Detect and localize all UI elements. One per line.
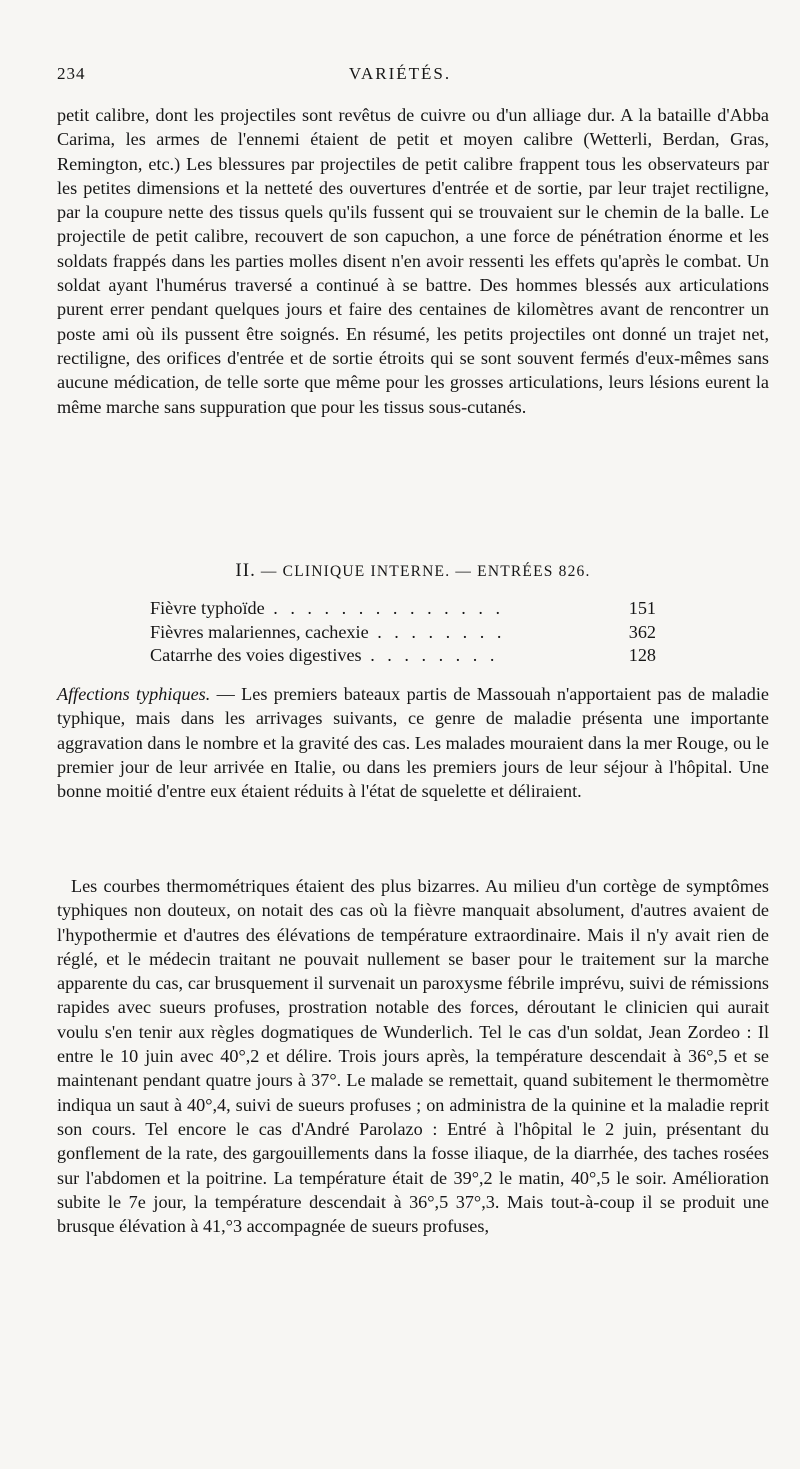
section-title: — CLINIQUE INTERNE. — ENTRÉES 826. xyxy=(260,563,591,580)
row-value: 151 xyxy=(628,598,656,618)
row-label: Fièvres malariennes, cachexie xyxy=(150,621,369,642)
page-number: 234 xyxy=(57,64,86,83)
running-title: VARIÉTÉS. xyxy=(348,64,452,83)
section-heading xyxy=(57,560,769,582)
row-label: Fièvre typhoïde xyxy=(150,598,265,618)
leader-dots: . . . . . . . . xyxy=(368,621,506,642)
leader-dots: . . . . . . . . xyxy=(361,645,499,665)
paragraph-wounds: petit calibre, dont les projectiles sont revêtus de cuivre ou d'un alliage dur. A la bataille d'Abba Carima, les armes de l'ennemi étaient de petit et moyen calibre (Wetterli, Berdan, Gras, Remington, etc.) Les blessures par projectiles de petit calibre frappent tous les observateurs par les petites dimensions et la netteté des ouvertures d'entrée et de sortie, par leur trajet rectiligne, par la coupure nette des tissus quels qu'ils fussent qui se trouvaient sur le chemin de la balle. Le projectile de petit calibre, recouvert de son capuchon, a une force de pénétration énorme et les soldats frappés dans les parties molles disent n'en avoir ressenti les effets qu'après le combat. Un soldat ayant l'humérus traversé a continué à se battre. Des hommes blessés aux articulations purent errer pendant quelques jours et faire des centaines de kilomètres avant de rencontrer un poste ami où ils pussent être soignés. En résumé, les petits projectiles ont donné un trajet net, rectiligne, des orifices d'entrée et de sortie étroits qui se sont souvent fermés d'eux-mêmes sans aucune médication, de telle sorte que même pour les grosses articulations, leurs lésions eurent la même marche sans suppuration que pour les tissus sous-cutanés. xyxy=(57,105,769,417)
paragraph-body: — Les premiers bateaux partis de Massouah n'apportaient pas de maladie typhique, mais dans les arrivages suivants, ce genre de maladie présenta une importante aggravation dans le nombre et la gravité des cas. Les malades mouraient dans la mer Rouge, ou le premier jour de leur arrivée en Italie, ou dans les premiers jours de leur séjour à l'hôpital. Une bonne moitié d'entre eux étaient réduits à l'état de squelette et déliraient. xyxy=(57,684,770,802)
admissions-table xyxy=(150,597,656,668)
section-number: II. xyxy=(235,560,256,581)
table-row xyxy=(150,621,656,645)
paragraph-thermometric: Les courbes thermométriques étaient des plus bizarres. Au milieu d'un cortège de symptômes typhiques non douteux, on notait des cas où la fièvre manquait absolument, d'autres avaient de l'hypothermie et d'autres des élévations de température extraordinaire. Mais il n'y avait rien de réglé, et le médecin traitant ne pouvait nullement se baser pour le traitement sur la marche apparente du cas, car brusquement il survenait un paroxysme fébrile imprévu, suivi de rémissions rapides avec sueurs profuses, prostration notable des forces, déroutant le clinicien qui aurait voulu s'en tenir aux règles dogmatiques de Wunderlich. Tel le cas d'un soldat, Jean Zordeo : Il entre le 10 juin avec 40°,2 et délire. Trois jours après, la température descendait à 36°,5 et se maintenant pendant quatre jours à 37°. Le malade se remettait, quand subitement le thermomètre indiqua un saut à 40°,4, suivi de sueurs profuses ; on administra de la quinine et la maladie reprit son cours. Tel encore le cas d'André Parolazo : Entré à l'hôpital le 2 juin, présentant du gonflement de la rate, des gargouillements dans la fosse iliaque, de la diarrhée, des taches rosées sur l'abdomen et la poitrine. La température était de 39°,2 le matin, 40°,5 le soir. Amélioration subite le 7e jour, la température descendait à 36°,5 37°,3. Mais tout-à-coup il se produit une brusque élévation à 41,°3 accompagnée de sueurs profuses, xyxy=(57,876,769,1237)
table-row xyxy=(150,597,656,621)
row-value: 128 xyxy=(628,645,656,665)
row-value: 362 xyxy=(628,621,656,642)
paragraph-lead: Affections typhiques. xyxy=(57,684,211,704)
leader-dots: . . . . . . . . . . . . . . xyxy=(264,598,504,618)
table-row xyxy=(150,644,656,668)
row-label: Catarrhe des voies digestives xyxy=(150,645,362,665)
paragraph-typhoid xyxy=(57,682,769,803)
running-head xyxy=(57,64,743,92)
